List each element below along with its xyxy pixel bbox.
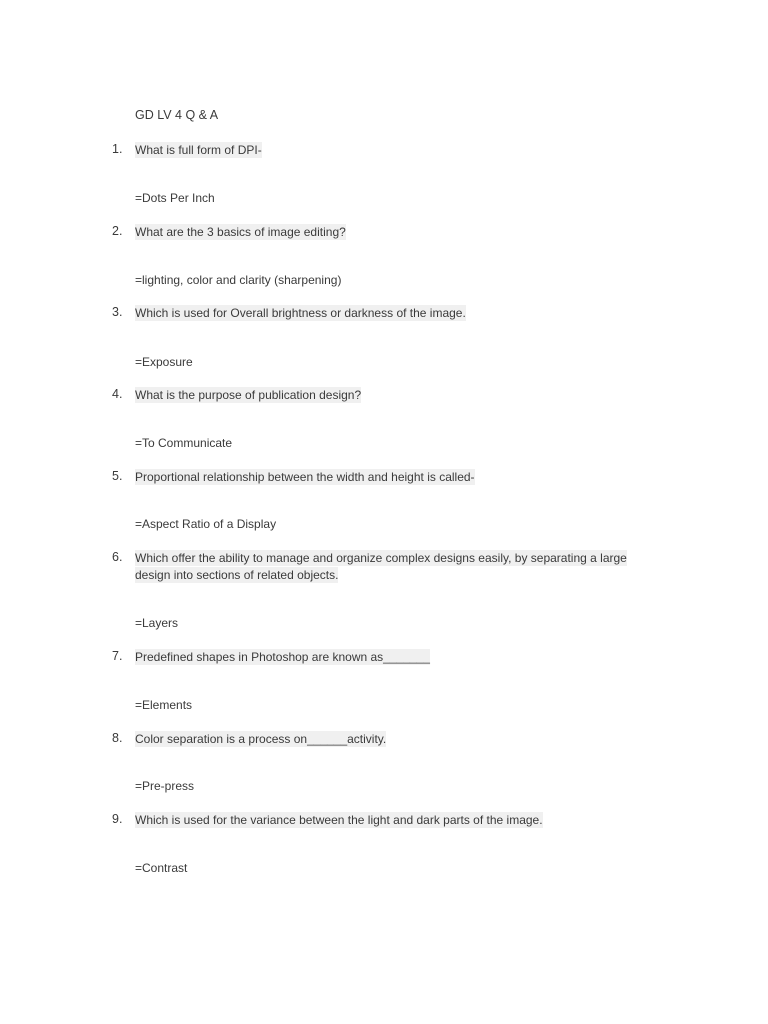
answer-text: =To Communicate — [135, 436, 233, 450]
question-text-highlight: Which offer the ability to manage and organize complex designs easily, by separating a large design into sections of related objects. — [135, 551, 627, 582]
question-text — [135, 731, 665, 748]
question-text — [135, 550, 665, 584]
question-text — [135, 469, 665, 486]
question-text-highlight: What are the 3 basics of image editing? — [135, 225, 346, 239]
answer-text: =Elements — [135, 698, 193, 712]
question-text — [135, 142, 665, 159]
question-number: 8. — [112, 731, 123, 745]
answer-text: =Aspect Ratio of a Display — [135, 517, 277, 531]
question-text-highlight: Proportional relationship between the width and height is called- — [135, 470, 475, 484]
question-text — [135, 387, 665, 404]
question-text-highlight: What is full form of DPI- — [135, 143, 262, 157]
question-number: 4. — [112, 387, 123, 401]
question-number: 6. — [112, 550, 123, 564]
question-text — [135, 649, 665, 666]
question-text-highlight: Which is used for Overall brightness or darkness of the image. — [135, 306, 466, 320]
answer-text: =lighting, color and clarity (sharpening) — [135, 273, 342, 287]
question-text-highlight: What is the purpose of publication design? — [135, 388, 362, 402]
question-number: 2. — [112, 224, 123, 238]
question-number: 1. — [112, 142, 123, 156]
answer-text: =Dots Per Inch — [135, 191, 215, 205]
question-text-highlight: Predefined shapes in Photoshop are known as_______ — [135, 650, 430, 664]
question-text-highlight: Color separation is a process on______activity. — [135, 732, 387, 746]
document-title: GD LV 4 Q & A — [135, 108, 219, 122]
question-text-highlight: Which is used for the variance between the light and dark parts of the image. — [135, 813, 543, 827]
question-text — [135, 812, 665, 829]
question-text — [135, 224, 665, 241]
answer-text: =Contrast — [135, 861, 188, 875]
question-number: 5. — [112, 469, 123, 483]
answer-text: =Pre-press — [135, 779, 195, 793]
question-number: 7. — [112, 649, 123, 663]
answer-text: =Layers — [135, 616, 179, 630]
question-number: 3. — [112, 305, 123, 319]
question-text — [135, 305, 665, 322]
question-number: 9. — [112, 812, 123, 826]
answer-text: =Exposure — [135, 355, 193, 369]
